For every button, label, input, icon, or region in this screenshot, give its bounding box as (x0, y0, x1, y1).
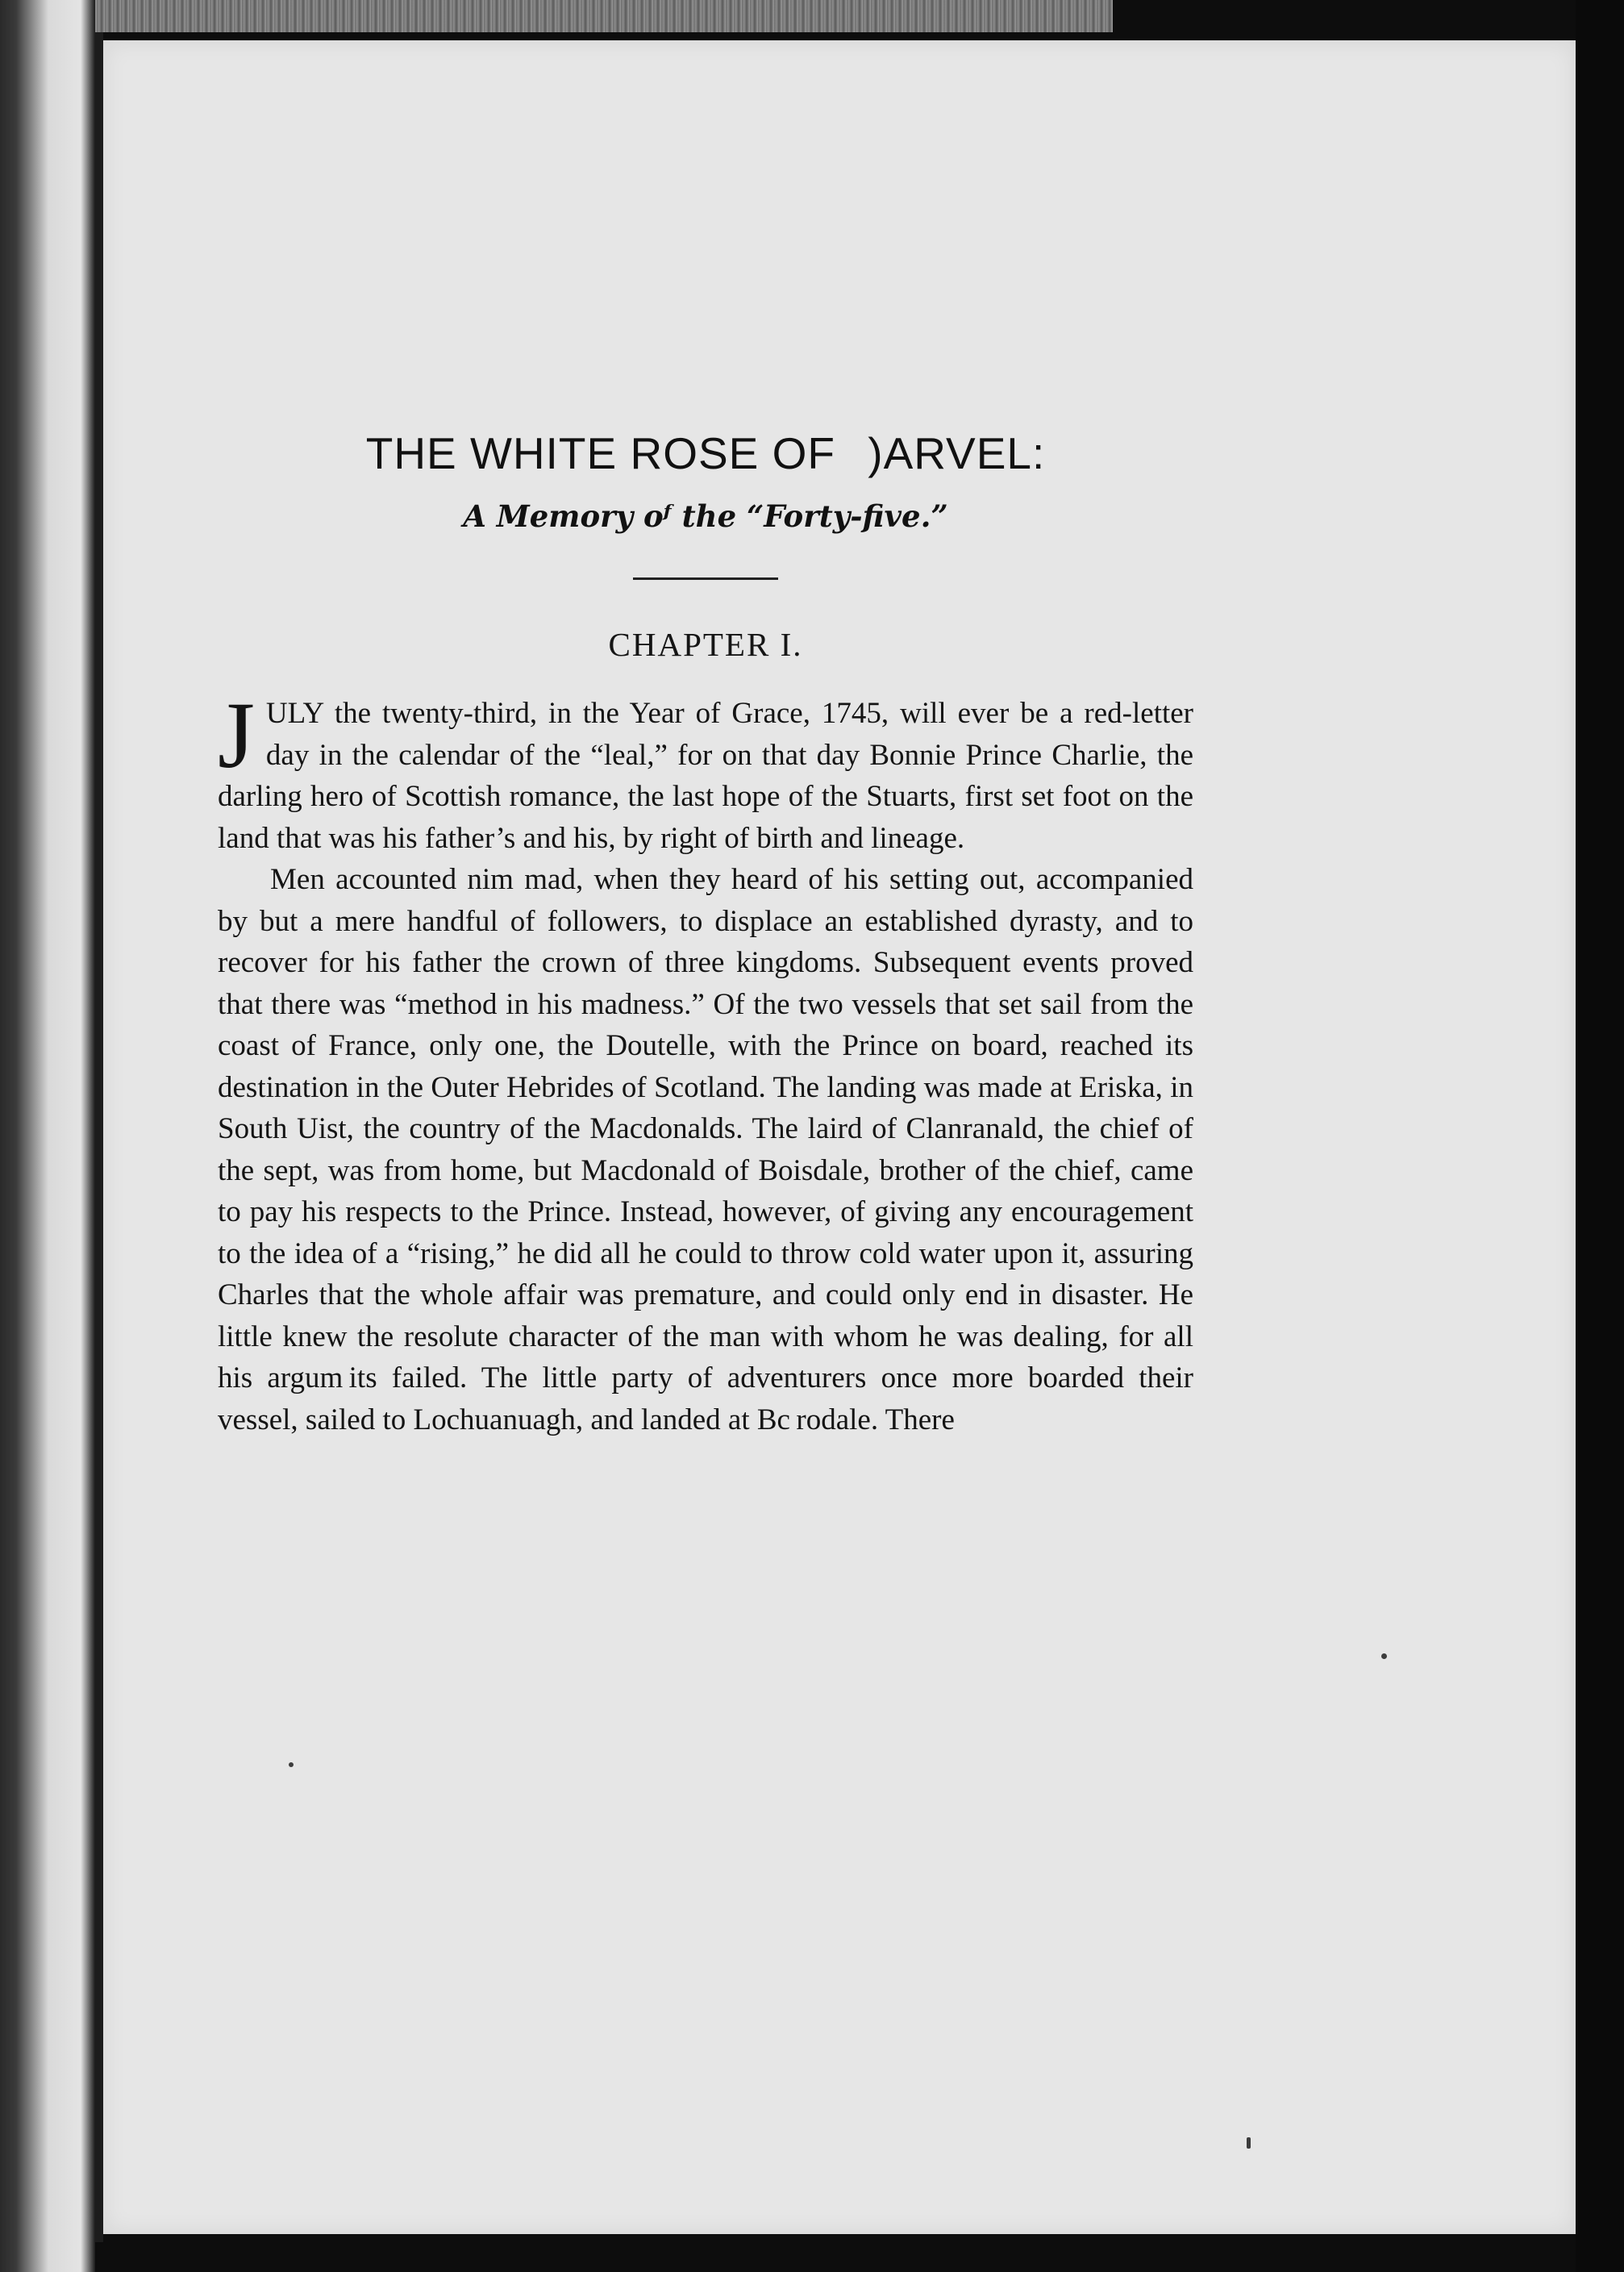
chapter-heading: CHAPTER I. (608, 626, 803, 663)
book-subtitle: A Memory oᶠ the “Forty-five.” (463, 498, 948, 534)
paragraph-2: Men accounted nim mad, when they heard of his setting out, accompanied by but a mere handful of followers, to displace an established dyrasty, and to recover for his father the crown of three kingdoms. Subsequent events proved that there was “method in his madness.” Of the two vessels that set sail from the coast of France, only one, the Doutelle, with the Prince on board, reached its destination in the Outer Hebrides of Scotland. The landing was made at Eriska, in South Uist, the country of the Macdonalds. The laird of Clanranald, the chief of the sept, was from home, but Macdonald of Boisdale, brother of the chief, came to pay his respects to the Prince. Instead, however, of giving any encouragement to the idea of a “rising,” he did all he could to throw cold water upon it, assuring Charles that the whole affair was premature, and could only end in disaster. He little knew the resolute character of the man with whom he was dealing, for all his argum its failed. The little party of adventurers once more boarded their vessel, sailed to Lochuanuagh, and landed at Bc rodale. There (218, 863, 1193, 1436)
scan-right-edge (1576, 0, 1624, 2272)
scan-speck (1247, 2137, 1251, 2149)
paragraph-1-text: ULY the twenty-third, in the Year of Grace, 1745, will ever be a red-letter day in the calendar of the “leal,” for on that day Bonnie Prince Charlie, the darling hero of Scottish romance, the last hope of the Stuarts, first set foot on the land that was his father’s and his, by right of birth and lineage. (218, 697, 1193, 855)
scan-left-margin (0, 0, 95, 2272)
scan-top-edge (0, 0, 1113, 32)
paragraph-1 (218, 682, 1193, 859)
scan-speck (1381, 1653, 1387, 1659)
title-divider (633, 577, 778, 580)
page-content (218, 379, 1193, 1440)
scan-speck (289, 1762, 294, 1767)
drop-cap: J (218, 682, 255, 788)
page-left-edge (95, 32, 103, 2242)
book-title: THE WHITE ROSE OF )ARVEL: (365, 428, 1046, 478)
